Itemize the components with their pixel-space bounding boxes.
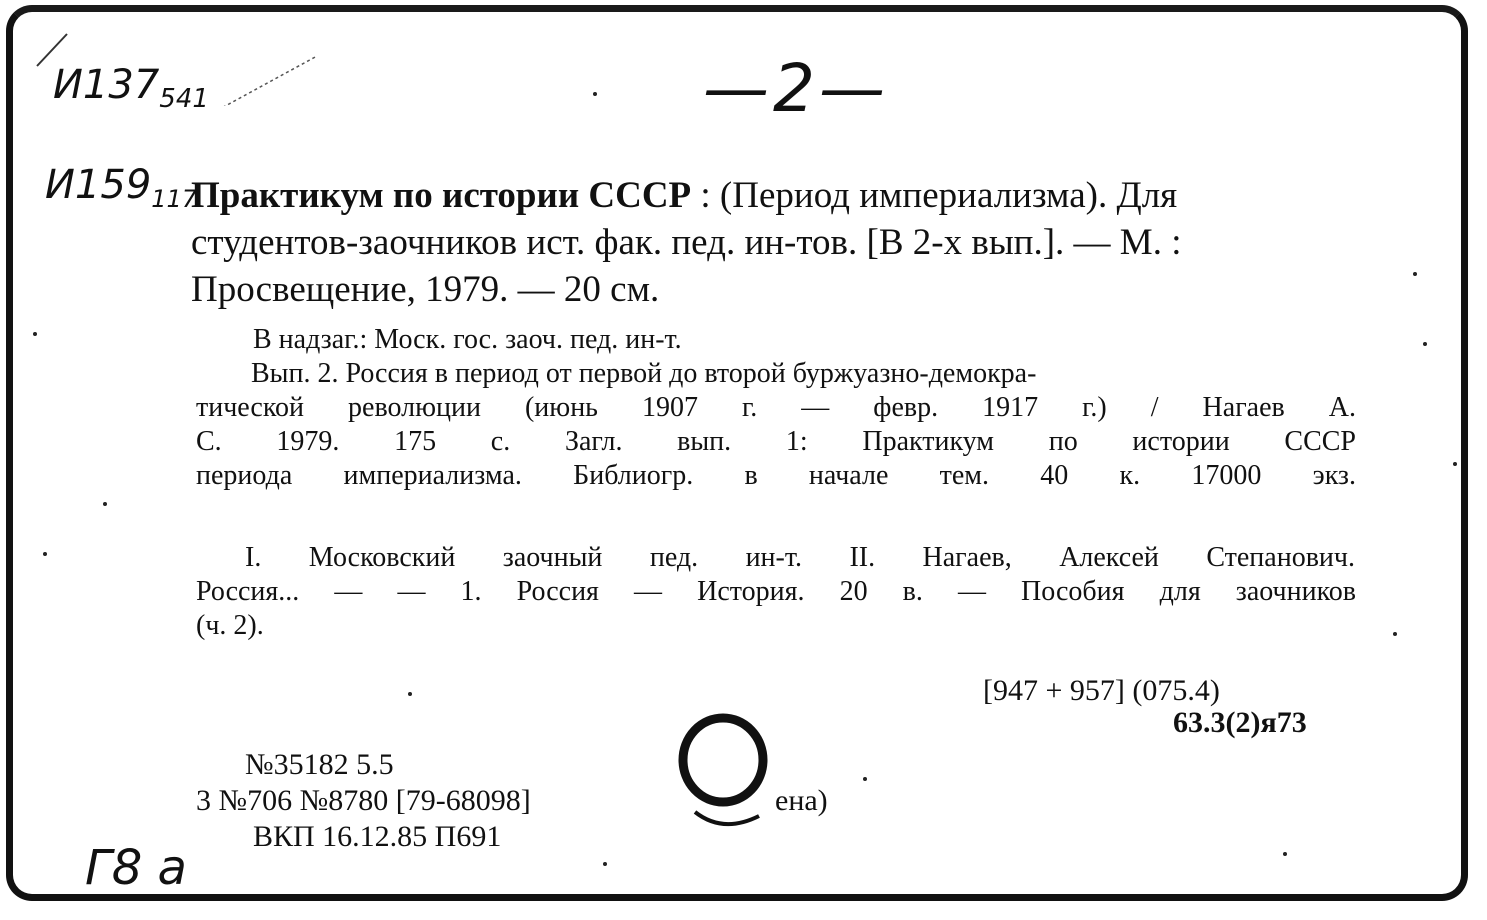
bottom-handwritten-mark: Г8 а (85, 840, 187, 896)
speck (1453, 462, 1457, 466)
page-number: —2— (703, 50, 889, 127)
speck (603, 862, 607, 866)
bbk-code: 63.3(2)я73 (1173, 706, 1307, 739)
note-line-2: Вып. 2. Россия в период от первой до второй буржуазно-демокра- (251, 358, 1037, 389)
catalog-card (6, 5, 1468, 901)
note-line-4: С. 1979. 175 с. Загл. вып. 1: Практикум по истории СССР (196, 426, 1356, 457)
circle-stamp-icon (673, 712, 783, 842)
shelf-mark-2-sub: 117 (151, 185, 198, 213)
shelf-mark-2 (45, 162, 197, 213)
record-number-1: №35182 5.5 (245, 748, 394, 781)
speck (593, 92, 597, 96)
bibliographic-title (191, 172, 1353, 313)
speck (1393, 632, 1397, 636)
shelf-mark-1-sub: 541 (159, 84, 209, 114)
tracing-line-2: Россия... — — 1. Россия — История. 20 в. — Пособия для заочников (196, 576, 1356, 607)
speck (1283, 852, 1287, 856)
tracing-line-1: I. Московский заочный пед. ин-т. II. Нагаев, Алексей Степанович. (245, 542, 1355, 573)
speck (863, 777, 867, 781)
speck (103, 502, 107, 506)
note-line-3: тической революции (июнь 1907 г. — февр. 1917 г.) / Нагаев А. (196, 392, 1356, 423)
udc-code: [947 + 957] (075.4) (983, 674, 1220, 707)
note-line-5: периода империализма. Библиогр. в начале тем. 40 к. 17000 экз. (196, 460, 1356, 491)
record-number-3: ВКП 16.12.85 П691 (253, 820, 502, 853)
title-bold: Практикум по истории СССР (191, 175, 692, 216)
speck (1423, 342, 1427, 346)
stamp-text: ена) (775, 784, 828, 817)
speck (1413, 272, 1417, 276)
shelf-mark-2-main: И159 (45, 162, 152, 208)
speck (33, 332, 37, 336)
title-rest: : (Период империализма). Для студентов-заочников ист. фак. пед. ин-тов. [В 2-х вып.]. — М. : Просвещение, 1979. — 20 см. (191, 175, 1182, 310)
pencil-stroke-icon (27, 26, 327, 106)
speck (43, 552, 47, 556)
shelf-mark-1-main: И137 (53, 62, 160, 108)
record-number-2: 3 №706 №8780 [79-68098] (196, 784, 531, 817)
note-line-1: В надзаг.: Моск. гос. заоч. пед. ин-т. (253, 324, 682, 355)
speck (408, 692, 412, 696)
tracing-line-3: (ч. 2). (196, 610, 264, 641)
